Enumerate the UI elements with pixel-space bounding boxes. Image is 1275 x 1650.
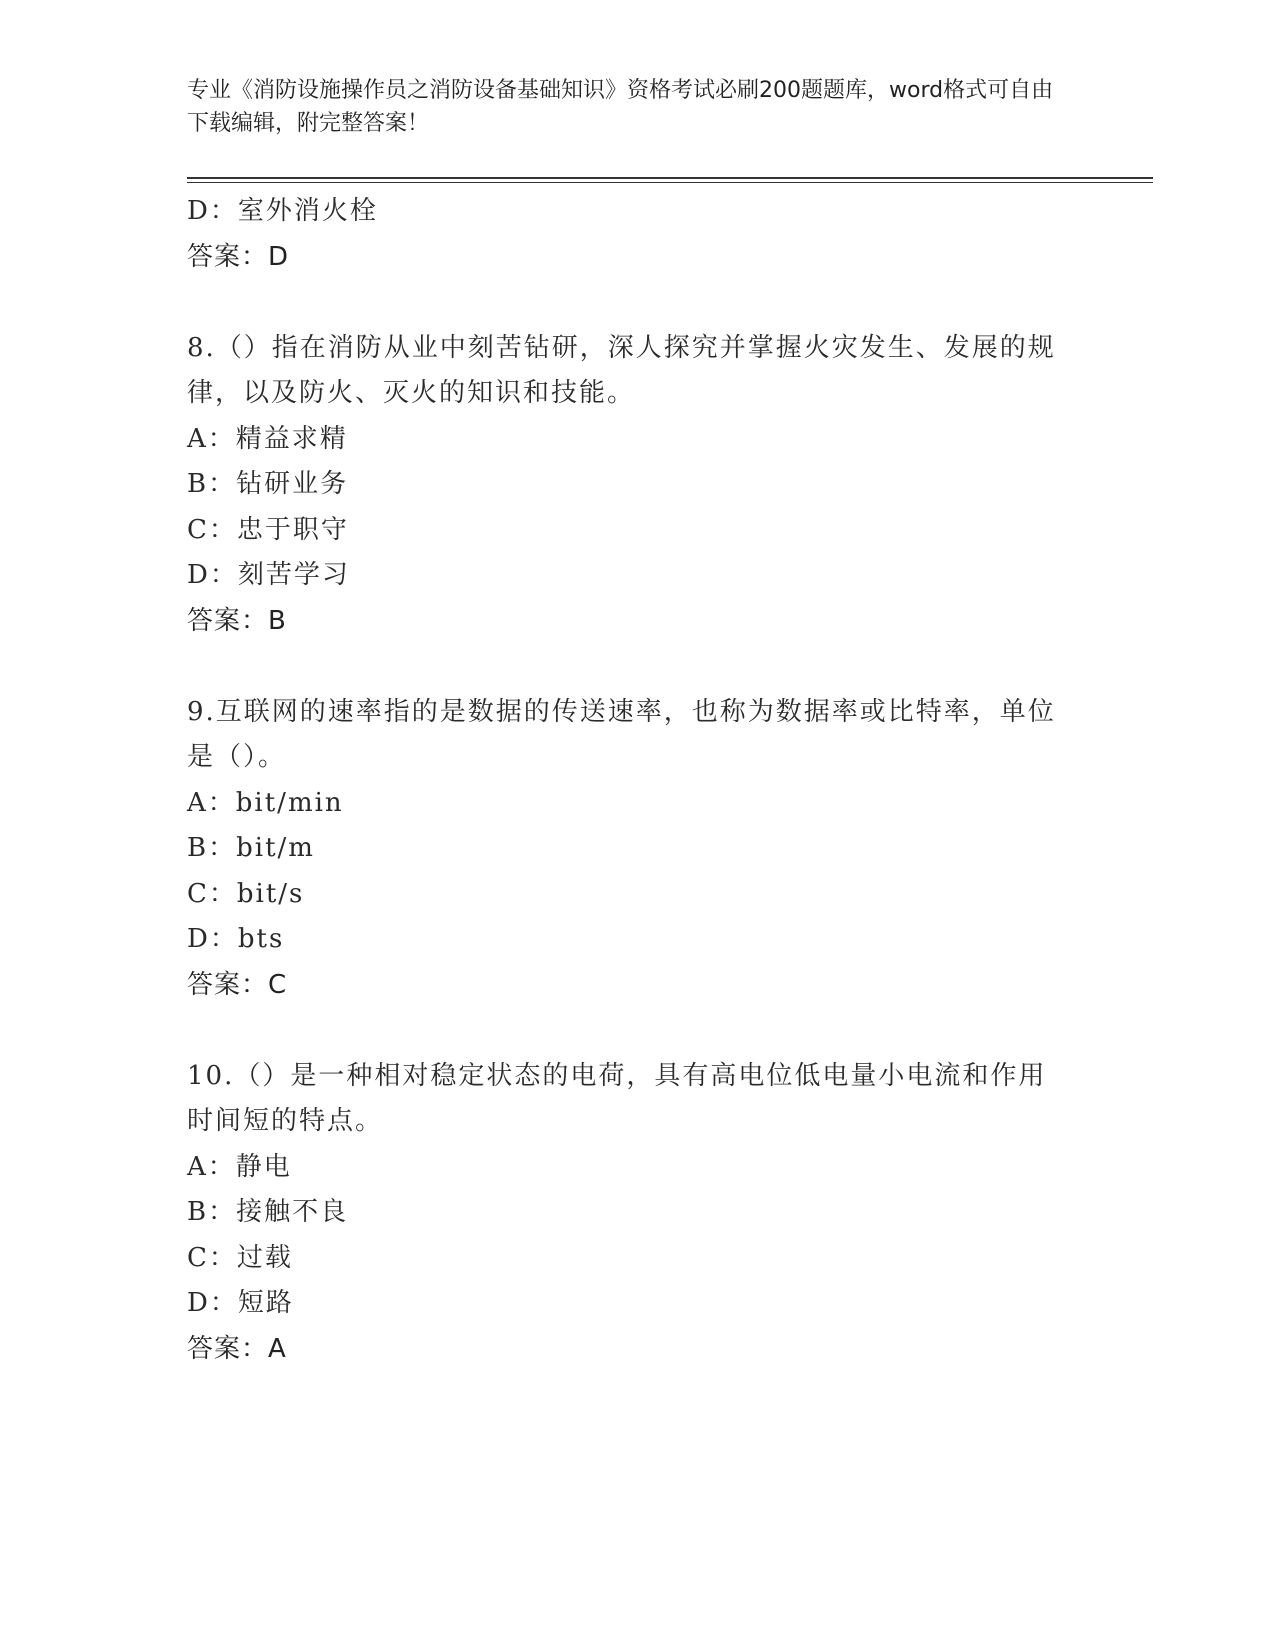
option-c: C：bit/s [187,878,305,909]
header-divider-thin [187,182,1153,183]
question-stem: 9.互联网的速率指的是数据的传送速率，也称为数据率或比特率，单位是（）。 [187,696,1056,772]
question-stem: 10.（）是一种相对稳定状态的电荷，具有高电位低电量小电流和作用时间短的特点。 [187,1060,1047,1136]
spacer [187,280,1087,326]
answer: 答案：B [187,605,287,636]
option-d: D：短路 [187,1288,294,1318]
option-b: B：bit/m [187,833,315,863]
option-c: C：忠于职守 [187,514,349,545]
option-a: A：静电 [187,1151,292,1182]
option-c: C：过载 [187,1242,293,1273]
question-10 [187,1054,1087,1373]
option-d: D：刻苦学习 [187,560,350,590]
spacer [187,1008,1087,1054]
question-9 [187,690,1087,1009]
option-b: B：接触不良 [187,1197,349,1227]
document-header: 专业《消防设施操作员之消防设备基础知识》资格考试必刷200题题库，word格式可自由下载编辑，附完整答案！ [187,78,1054,136]
question-content [187,189,1087,1372]
option-d: D：bts [187,924,285,954]
option-a: A：精益求精 [187,423,348,454]
answer: 答案：C [187,969,288,1000]
answer-prev: 答案：D [187,241,290,272]
option-a: A：bit/min [187,787,344,818]
option-d-prev: D：室外消火栓 [187,196,378,226]
question-stem: 8.（）指在消防从业中刻苦钻研，深人探究并掌握火灾发生、发展的规律，以及防火、灭火的知识和技能。 [187,332,1056,408]
question-8 [187,326,1087,645]
spacer [187,644,1087,690]
header-divider-thick [187,177,1153,179]
option-b: B：钻研业务 [187,469,349,499]
answer: 答案：A [187,1333,287,1364]
